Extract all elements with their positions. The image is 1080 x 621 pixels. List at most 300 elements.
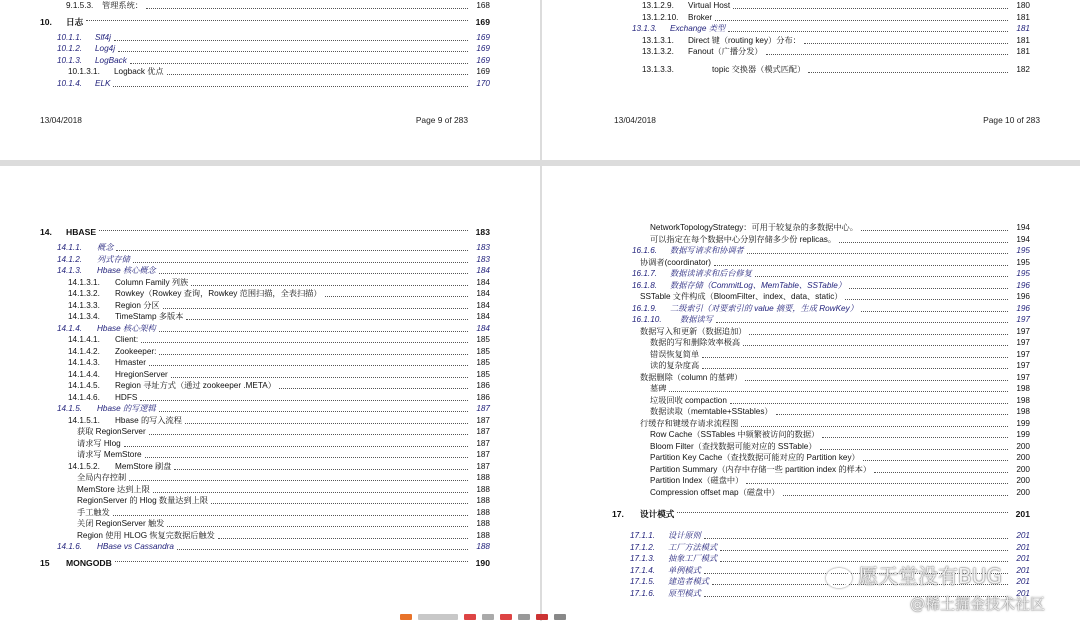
toc-entry[interactable] [0, 518, 540, 530]
toc-entry[interactable] [0, 461, 540, 473]
toc-entry-number: 17. [612, 509, 624, 519]
toc-entry-title: 工厂方法模式 [668, 542, 718, 552]
toc-entry-number: 14.1.3.2. [68, 289, 100, 298]
toc-entry-title: 读的复杂度高 [650, 361, 700, 370]
toc-entry-title: Virtual Host [688, 1, 731, 10]
toc-entry-page: 187 [476, 404, 490, 413]
toc-entry-title: TimeStamp 多版本 [115, 312, 184, 321]
pdf-page-12 [542, 166, 1080, 621]
toc-entry-number: 14.1.6. [57, 542, 83, 551]
leader-dots [177, 541, 468, 550]
pdf-page-10 [542, 0, 1080, 160]
toc-entry-title: Hbase 的写入流程 [115, 415, 182, 425]
toc-entry-title: Row Cache（SSTables 中频繁被访问的数据） [650, 430, 820, 439]
toc-entry[interactable] [542, 530, 1080, 542]
toc-entry-page: 201 [1016, 554, 1030, 563]
toc-entry[interactable] [542, 280, 1080, 292]
toc-entry[interactable] [542, 314, 1080, 326]
toc-entry-page: 184 [476, 323, 490, 333]
leader-dots [783, 487, 1008, 496]
leader-dots [669, 383, 1008, 392]
toc-entry-page: 186 [476, 381, 490, 390]
toc-entry-page: 169 [476, 32, 490, 42]
toc-entry[interactable] [0, 472, 540, 484]
toc-entry-page: 200 [1016, 441, 1030, 451]
toc-entry-page: 187 [476, 461, 490, 471]
toc-entry-page: 196 [1016, 303, 1030, 313]
toc-entry-number: 17.1.3. [630, 554, 656, 563]
toc-entry-page: 184 [476, 289, 490, 298]
toc-entry-page: 183 [476, 254, 490, 264]
toc-entry-number: 9.1.5.3. [66, 1, 94, 10]
toc-entry-title: 墓碑 [650, 384, 667, 393]
toc-entry-title: HBase vs Cassandra [97, 542, 174, 551]
toc-entry[interactable] [542, 35, 1080, 47]
taskbar-strip [400, 612, 960, 621]
toc-entry-page: 201 [1016, 531, 1030, 540]
toc-entry-number: 14.1.5.1. [68, 415, 100, 425]
toc-entry-page: 197 [1016, 326, 1030, 336]
toc-entry-page: 201 [1016, 565, 1030, 575]
toc-entry-title: Partition Index（磁盘中） [650, 476, 744, 485]
leader-dots [159, 323, 468, 332]
toc-entry-title: Region 分区 [115, 300, 160, 310]
toc-entry[interactable] [542, 257, 1080, 269]
app-icon[interactable] [500, 614, 512, 620]
toc-entry[interactable] [542, 0, 1080, 12]
toc-entry-number: 10. [40, 16, 52, 27]
leader-dots [159, 403, 468, 412]
toc-entry-page: 200 [1016, 464, 1030, 474]
toc-entry-page: 196 [1016, 292, 1030, 301]
toc-entry[interactable] [542, 464, 1080, 476]
toc-entry[interactable] [0, 541, 540, 553]
toc-entry[interactable] [542, 64, 1080, 76]
leader-dots [140, 392, 468, 401]
toc-entry[interactable] [0, 346, 540, 358]
toc-list [542, 222, 1080, 599]
toc-entry-title: ELK [95, 78, 111, 88]
toc-entry[interactable] [0, 426, 540, 438]
leader-dots [118, 43, 468, 52]
pdf-page-9 [0, 0, 540, 160]
toc-entry-title: 数据存储（CommitLog、MemTable、SSTable） [670, 280, 846, 290]
toc-entry-title: Column Family 列族 [115, 277, 189, 287]
toc-entry-page: 188 [476, 542, 490, 551]
toc-entry[interactable] [542, 23, 1080, 35]
toc-entry-title: 二级索引（对要索引的 value 摘要，生成 RowKey） [670, 303, 858, 313]
toc-entry-number: 10.1.4. [57, 78, 83, 88]
leader-dots [845, 291, 1008, 300]
leader-dots [133, 254, 468, 263]
toc-entry[interactable] [542, 475, 1080, 487]
toc-entry-title: 全局内存控制 [77, 473, 127, 482]
toc-entry-number: 10.1.3. [57, 55, 83, 65]
leader-dots [149, 426, 468, 435]
app-icon[interactable] [464, 614, 476, 620]
toc-entry[interactable] [0, 323, 540, 335]
leader-dots [749, 326, 1008, 335]
toc-entry[interactable] [542, 504, 1080, 524]
toc-entry-title: NetworkTopologyStrategy：可用于较复杂的多数据中心。 [650, 223, 858, 232]
leader-dots [153, 484, 468, 493]
toc-entry[interactable] [0, 334, 540, 346]
toc-entry-page: 184 [476, 312, 490, 321]
toc-entry[interactable] [542, 372, 1080, 384]
leader-dots [191, 277, 468, 286]
toc-entry-number: 13.1.3.2. [642, 47, 674, 56]
toc-entry[interactable] [542, 542, 1080, 554]
toc-entry-number: 16.1.9. [632, 303, 658, 313]
toc-entry-title: 概念 [97, 243, 114, 252]
toc-entry-page: 195 [1016, 257, 1030, 267]
toc-entry-page: 200 [1016, 453, 1030, 462]
leader-dots [776, 406, 1008, 415]
toc-entry[interactable] [542, 46, 1080, 58]
app-icon[interactable] [418, 614, 458, 620]
footer-date: 13/04/2018 [614, 115, 656, 125]
toc-entry-title: RegionServer 的 Hlog 数量达到上限 [77, 496, 209, 505]
toc-entry-title: 数据读写 [680, 315, 713, 324]
leader-dots [124, 438, 468, 447]
toc-entry-page: 201 [1016, 588, 1030, 598]
toc-entry-number: 17.1.4. [630, 565, 656, 575]
toc-entry-number: 16.1.10. [632, 315, 662, 324]
toc-entry-page: 182 [1016, 64, 1030, 74]
leader-dots [702, 349, 1008, 358]
toc-entry[interactable] [542, 291, 1080, 303]
toc-entry-number: 14.1.4.3. [68, 358, 100, 367]
toc-entry-number: 14.1.3. [57, 266, 83, 275]
toc-entry-page: 188 [476, 530, 490, 540]
toc-entry-page: 185 [476, 369, 490, 379]
toc-entry-title: topic 交换器（模式匹配） [712, 64, 806, 74]
leader-dots [186, 311, 468, 320]
leader-dots [171, 369, 468, 378]
leader-dots [99, 222, 468, 231]
leader-dots [716, 314, 1008, 323]
toc-entry[interactable] [542, 395, 1080, 407]
leader-dots [730, 395, 1008, 404]
toc-entry[interactable] [542, 245, 1080, 257]
leader-dots [146, 0, 468, 9]
toc-entry-number: 14.1.3.3. [68, 300, 100, 310]
leader-dots [747, 245, 1008, 254]
toc-entry-number: 17.1.5. [630, 577, 656, 586]
toc-entry-page: 188 [476, 507, 490, 517]
leader-dots [746, 475, 1008, 484]
toc-entry[interactable] [0, 32, 540, 44]
toc-entry-page: 201 [1016, 577, 1030, 586]
toc-entry[interactable] [542, 441, 1080, 453]
toc-entry-title: 单例模式 [668, 565, 701, 575]
toc-entry-title: 建造者模式 [668, 577, 709, 586]
toc-entry-page: 183 [476, 243, 490, 252]
toc-entry-page: 169 [476, 55, 490, 65]
toc-entry[interactable] [542, 429, 1080, 441]
toc-entry[interactable] [0, 553, 540, 573]
toc-entry-page: 188 [476, 484, 490, 494]
toc-entry-title: HregionServer [115, 369, 168, 379]
toc-list [0, 222, 540, 573]
toc-entry[interactable] [542, 349, 1080, 361]
toc-entry-title: 原型模式 [668, 588, 701, 598]
toc-entry[interactable] [0, 55, 540, 67]
toc-entry[interactable] [542, 303, 1080, 315]
toc-entry-page: 169 [476, 44, 490, 53]
toc-entry-number: 14.1.1. [57, 243, 83, 252]
leader-dots [159, 265, 468, 274]
toc-entry-title: Bloom Filter（查找数据可能对应的 SSTable） [650, 441, 817, 451]
app-icon[interactable] [400, 614, 412, 620]
footer-page-number: Page 10 of 283 [983, 115, 1040, 125]
toc-entry[interactable] [0, 0, 540, 12]
toc-entry[interactable] [0, 392, 540, 404]
toc-entry-title: SSTable 文件构成（BloomFilter、index、data、static） [640, 292, 843, 301]
toc-list [0, 0, 540, 89]
toc-entry-title: Log4j [95, 44, 116, 53]
leader-dots [704, 530, 1008, 539]
leader-dots [766, 46, 1008, 55]
leader-dots [863, 452, 1008, 461]
toc-entry-page: 194 [1016, 223, 1030, 232]
app-icon[interactable] [554, 614, 566, 620]
toc-entry-title: Rowkey（Rowkey 查询，Rowkey 范围扫描，全表扫描） [115, 289, 322, 298]
toc-entry-title: 列式存储 [97, 254, 130, 264]
toc-entry-page: 197 [1016, 372, 1030, 382]
toc-entry-page: 181 [1016, 47, 1030, 56]
leader-dots [849, 280, 1008, 289]
toc-entry-page: 185 [476, 358, 490, 367]
toc-entry-title: Broker [688, 12, 713, 22]
toc-entry-number: 10.1.2. [57, 44, 83, 53]
toc-entry[interactable] [542, 234, 1080, 246]
toc-entry[interactable] [0, 43, 540, 55]
toc-entry-title: Region 使用 HLOG 恢复完数据后触发 [77, 530, 215, 540]
toc-entry[interactable] [0, 530, 540, 542]
toc-entry-page: 184 [476, 300, 490, 310]
toc-entry[interactable] [0, 78, 540, 90]
toc-entry-page: 194 [1016, 234, 1030, 244]
toc-entry[interactable] [0, 12, 540, 32]
toc-entry-number: 14.1.4.4. [68, 369, 100, 379]
leader-dots [874, 464, 1008, 473]
leader-dots [185, 415, 468, 424]
toc-entry[interactable] [0, 403, 540, 415]
footer-page-number: Page 9 of 283 [415, 115, 468, 125]
toc-entry[interactable] [542, 222, 1080, 234]
toc-entry-title: 数据写请求和协调者 [670, 246, 744, 255]
leader-dots [820, 441, 1008, 450]
toc-entry-title: 手工触发 [77, 507, 110, 517]
toc-entry-title: MemStore 达到上限 [77, 484, 150, 494]
toc-entry-page: 188 [476, 473, 490, 482]
toc-entry-title: Partition Summary（内存中存储一些 partition index 的样本） [650, 464, 872, 474]
toc-entry-title: 错误恢复简单 [650, 349, 700, 359]
leader-dots [115, 553, 468, 562]
toc-entry[interactable] [542, 337, 1080, 349]
toc-entry-title: 行缓存和键缓存请求流程图 [640, 418, 739, 428]
leader-dots [86, 12, 468, 21]
toc-entry-title: 数据的写和删除效率极高 [650, 338, 741, 347]
toc-entry-number: 17.1.6. [630, 588, 656, 598]
toc-entry-title: Logback 优点 [114, 67, 164, 76]
toc-entry[interactable] [0, 380, 540, 392]
toc-entry-page: 198 [1016, 407, 1030, 416]
toc-entry[interactable] [0, 300, 540, 312]
toc-entry-number: 14.1.5.2. [68, 461, 100, 471]
toc-entry-page: 169 [475, 16, 490, 27]
toc-entry-page: 185 [476, 346, 490, 356]
leader-dots [728, 23, 1008, 32]
leader-dots [702, 360, 1008, 369]
toc-entry[interactable] [542, 452, 1080, 464]
footer-date: 13/04/2018 [40, 115, 82, 125]
leader-dots [113, 507, 468, 516]
toc-entry[interactable] [542, 406, 1080, 418]
toc-entry-page: 197 [1016, 338, 1030, 347]
toc-entry[interactable] [542, 487, 1080, 499]
leader-dots [116, 242, 468, 251]
toc-entry[interactable] [0, 449, 540, 461]
leader-dots [861, 303, 1008, 312]
toc-entry-page: 180 [1016, 1, 1030, 10]
toc-entry-number: 15 [40, 557, 50, 568]
app-icon[interactable] [518, 614, 530, 620]
toc-entry[interactable] [0, 66, 540, 78]
leader-dots [741, 418, 1008, 427]
toc-entry-page: 168 [476, 1, 490, 10]
toc-entry-page: 197 [1016, 315, 1030, 324]
toc-entry-page: 190 [475, 557, 490, 568]
toc-entry-number: 13.1.2.10. [642, 12, 679, 22]
toc-entry[interactable] [0, 277, 540, 289]
toc-entry-page: 184 [476, 266, 490, 275]
toc-entry[interactable] [0, 438, 540, 450]
toc-entry-number: 16.1.8. [632, 280, 658, 290]
toc-entry-page: 187 [476, 438, 490, 448]
leader-dots [163, 300, 468, 309]
toc-entry-number: 14.1.4.1. [68, 335, 100, 344]
toc-entry-page: 199 [1016, 418, 1030, 428]
leader-dots [279, 380, 468, 389]
toc-entry-page: 184 [476, 277, 490, 287]
watermark-secondary: @稀土掘金技术社区 [910, 595, 1046, 613]
toc-entry-title: HDFS [115, 392, 138, 402]
toc-entry-number: 16.1.7. [632, 269, 658, 278]
toc-entry-page: 200 [1016, 487, 1030, 497]
toc-entry-title: 关闭 RegionServer 触发 [77, 519, 165, 528]
toc-entry-title: 设计模式 [640, 509, 675, 519]
toc-entry-page: 181 [1016, 12, 1030, 22]
toc-entry[interactable] [0, 507, 540, 519]
pdf-page-11 [0, 166, 540, 621]
leader-dots [808, 64, 1008, 73]
toc-entry[interactable] [0, 495, 540, 507]
leader-dots [325, 288, 468, 297]
toc-entry-page: 195 [1016, 246, 1030, 255]
toc-entry-title: 设计原则 [668, 531, 701, 540]
toc-entry-number: 17.1.1. [630, 531, 656, 540]
toc-entry-title: Hbase 核心架构 [97, 323, 156, 333]
toc-entry[interactable] [0, 415, 540, 427]
toc-entry-title: 数据读取（memtable+SStables） [650, 407, 773, 416]
toc-entry-page: 186 [476, 392, 490, 402]
toc-entry[interactable] [0, 242, 540, 254]
leader-dots [113, 78, 468, 87]
toc-entry-page: 169 [476, 67, 490, 76]
leader-dots [804, 35, 1008, 44]
toc-entry-title: Compression offset map（磁盘中） [650, 487, 780, 497]
toc-entry-title: 垃圾回收 compaction [650, 395, 727, 405]
toc-entry-title: HBASE [66, 227, 97, 237]
toc-entry[interactable] [542, 418, 1080, 430]
toc-entry[interactable] [542, 383, 1080, 395]
toc-entry-page: 183 [475, 227, 490, 237]
leader-dots [130, 55, 468, 64]
leader-dots [149, 357, 468, 366]
toc-entry[interactable] [542, 12, 1080, 24]
toc-entry-title: 数据读请求和后台修复 [670, 269, 752, 278]
toc-entry-page: 197 [1016, 349, 1030, 359]
app-icon[interactable] [536, 614, 548, 620]
leader-dots [714, 257, 1008, 266]
toc-entry-title: Direct 键（routing key）分布： [688, 35, 801, 45]
toc-entry-page: 198 [1016, 384, 1030, 393]
toc-entry-page: 201 [1016, 542, 1030, 552]
toc-entry[interactable] [0, 369, 540, 381]
toc-entry[interactable] [0, 311, 540, 323]
toc-entry-number: 13.1.3.3. [642, 64, 674, 74]
toc-entry[interactable] [0, 357, 540, 369]
toc-entry[interactable] [0, 222, 540, 242]
leader-dots [159, 346, 468, 355]
toc-entry-title: 管理系统： [102, 1, 143, 10]
toc-entry-page: 181 [1016, 24, 1030, 33]
toc-entry[interactable] [542, 326, 1080, 338]
toc-entry-number: 10.1.3.1. [68, 67, 100, 76]
toc-entry-title: Client: [115, 335, 139, 344]
toc-entry-title: Hbase 的写逻辑 [97, 404, 156, 413]
toc-entry[interactable] [0, 254, 540, 266]
watermark-primary: 愿天堂没有BUG [826, 560, 1002, 589]
toc-entry-page: 200 [1016, 476, 1030, 485]
toc-entry[interactable] [542, 268, 1080, 280]
leader-dots [861, 222, 1008, 231]
leader-dots [743, 337, 1008, 346]
toc-entry[interactable] [0, 288, 540, 300]
toc-entry-number: 14.1.2. [57, 254, 83, 264]
toc-entry-title: Hbase 核心概念 [97, 266, 156, 275]
toc-entry-title: 抽象工厂模式 [668, 554, 718, 563]
toc-entry-title: Hmaster [115, 358, 146, 367]
toc-entry-page: 188 [476, 519, 490, 528]
toc-entry[interactable] [0, 265, 540, 277]
toc-entry-number: 14.1.4.2. [68, 346, 100, 356]
toc-entry[interactable] [0, 484, 540, 496]
leader-dots [720, 542, 1008, 551]
toc-entry-title: 可以指定在每个数据中心分别存储多少份 replicas。 [650, 234, 837, 244]
toc-entry-page: 197 [1016, 361, 1030, 370]
toc-entry-title: Region 寻址方式（通过 zookeeper .META） [115, 381, 276, 390]
toc-entry-title: Fanout（广播分发） [688, 47, 763, 56]
toc-entry-page: 185 [476, 335, 490, 344]
app-icon[interactable] [482, 614, 494, 620]
wechat-icon [826, 568, 852, 588]
toc-entry[interactable] [542, 360, 1080, 372]
leader-dots [141, 334, 468, 343]
toc-entry-number: 17.1.2. [630, 542, 656, 552]
